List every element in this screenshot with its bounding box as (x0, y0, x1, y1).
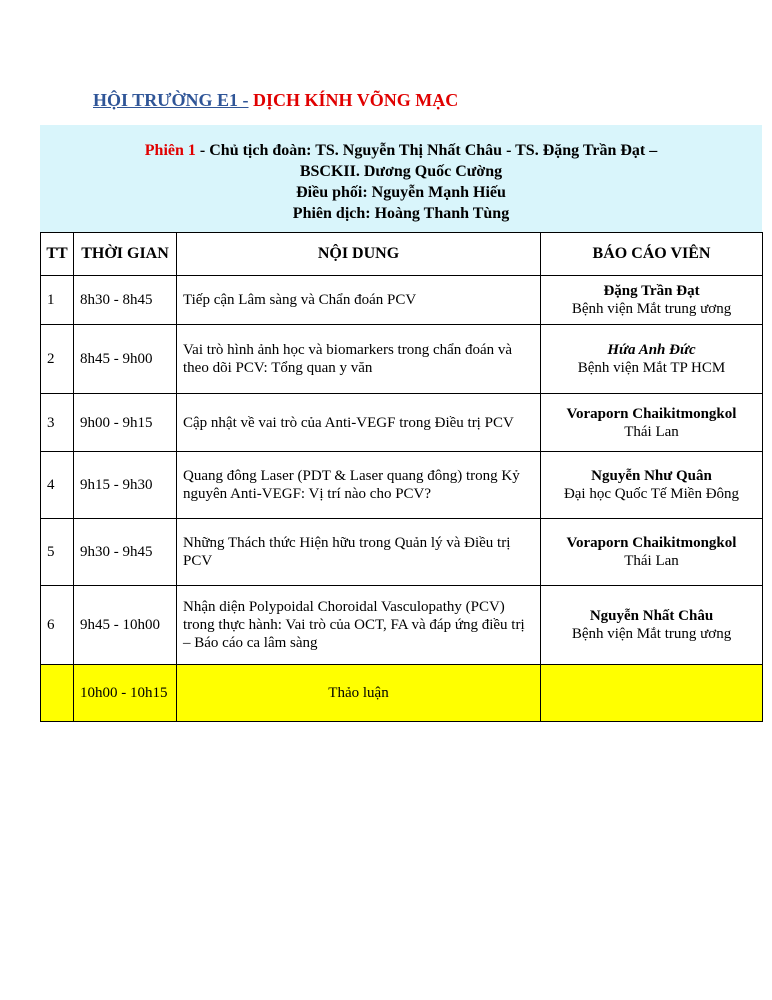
row-speaker (541, 519, 763, 586)
row-content: Nhận diện Polypoidal Choroidal Vasculopathy (PCV) trong thực hành: Vai trò của OCT, FA và đáp ứng điều trị – Báo cáo ca lâm sàng (177, 586, 541, 665)
table-row (41, 586, 763, 665)
header-speaker: BÁO CÁO VIÊN (541, 233, 763, 276)
speaker-name: Voraporn Chaikitmongkol (566, 405, 737, 422)
row-number: 3 (41, 394, 74, 452)
row-time: 8h30 - 8h45 (74, 276, 177, 325)
header-time: THỜI GIAN (74, 233, 177, 276)
schedule-table (40, 232, 763, 722)
speaker-affiliation: Bệnh viện Mắt TP HCM (577, 360, 726, 376)
row-content: Tiếp cận Lâm sàng và Chẩn đoán PCV (177, 276, 541, 325)
row-speaker (541, 665, 763, 722)
session-chairs-line2: BSCKII. Dương Quốc Cường (299, 163, 503, 180)
row-speaker (541, 394, 763, 452)
session-interpreter: Phiên dịch: Hoàng Thanh Tùng (292, 205, 510, 222)
row-time: 9h30 - 9h45 (74, 519, 177, 586)
row-content: Cập nhật về vai trò của Anti-VEGF trong Điều trị PCV (177, 394, 541, 452)
row-content: Quang đông Laser (PDT & Laser quang đông) trong Kỷ nguyên Anti-VEGF: Vị trí nào cho PCV? (177, 452, 541, 519)
hall-topic: DỊCH KÍNH VÕNG MẠC (248, 90, 459, 110)
row-speaker (541, 325, 763, 394)
header-content: NỘI DUNG (177, 233, 541, 276)
header-tt: TT (41, 233, 74, 276)
row-number: 1 (41, 276, 74, 325)
row-number (41, 665, 74, 722)
row-speaker (541, 276, 763, 325)
speaker-affiliation: Thái Lan (624, 553, 679, 569)
table-row (41, 325, 763, 394)
row-time: 9h15 - 9h30 (74, 452, 177, 519)
speaker-affiliation: Đại học Quốc Tế Miền Đông (563, 486, 740, 502)
speaker-affiliation: Bệnh viện Mắt trung ương (571, 626, 732, 642)
speaker-affiliation: Thái Lan (624, 423, 679, 440)
speaker-name: Nguyễn Nhất Châu (589, 608, 714, 624)
row-speaker (541, 452, 763, 519)
row-time: 10h00 - 10h15 (74, 665, 177, 722)
row-content: Vai trò hình ảnh học và biomarkers trong chẩn đoán và theo dõi PCV: Tổng quan y văn (177, 325, 541, 394)
discussion-label: Thảo luận (177, 665, 541, 722)
hall-title (93, 90, 458, 111)
speaker-name: Voraporn Chaikitmongkol (566, 535, 737, 551)
discussion-row (41, 665, 763, 722)
row-number: 4 (41, 452, 74, 519)
table-row (41, 276, 763, 325)
row-time: 9h00 - 9h15 (74, 394, 177, 452)
row-number: 2 (41, 325, 74, 394)
table-row (41, 394, 763, 452)
hall-name: HỘI TRƯỜNG E1 - (93, 90, 249, 110)
speaker-name: Nguyễn Như Quân (591, 468, 712, 484)
row-number: 6 (41, 586, 74, 665)
speaker-name: Đặng Trần Đạt (603, 283, 700, 299)
row-time: 8h45 - 9h00 (74, 325, 177, 394)
session-coordinator: Điều phối: Nguyễn Mạnh Hiếu (296, 184, 506, 201)
session-label: Phiên 1 (144, 142, 196, 159)
session-chair-line (40, 140, 762, 161)
row-time: 9h45 - 10h00 (74, 586, 177, 665)
speaker-name: Hứa Anh Đức (607, 342, 696, 358)
table-row (41, 452, 763, 519)
session-info (40, 125, 762, 232)
speaker-affiliation: Bệnh viện Mắt trung ương (571, 301, 732, 317)
table-header-row (41, 233, 763, 276)
table-row (41, 519, 763, 586)
row-content: Những Thách thức Hiện hữu trong Quản lý và Điều trị PCV (177, 519, 541, 586)
row-speaker (541, 586, 763, 665)
session-chairs: - Chủ tịch đoàn: TS. Nguyễn Thị Nhất Châu - TS. Đặng Trần Đạt – (195, 142, 658, 159)
row-number: 5 (41, 519, 74, 586)
